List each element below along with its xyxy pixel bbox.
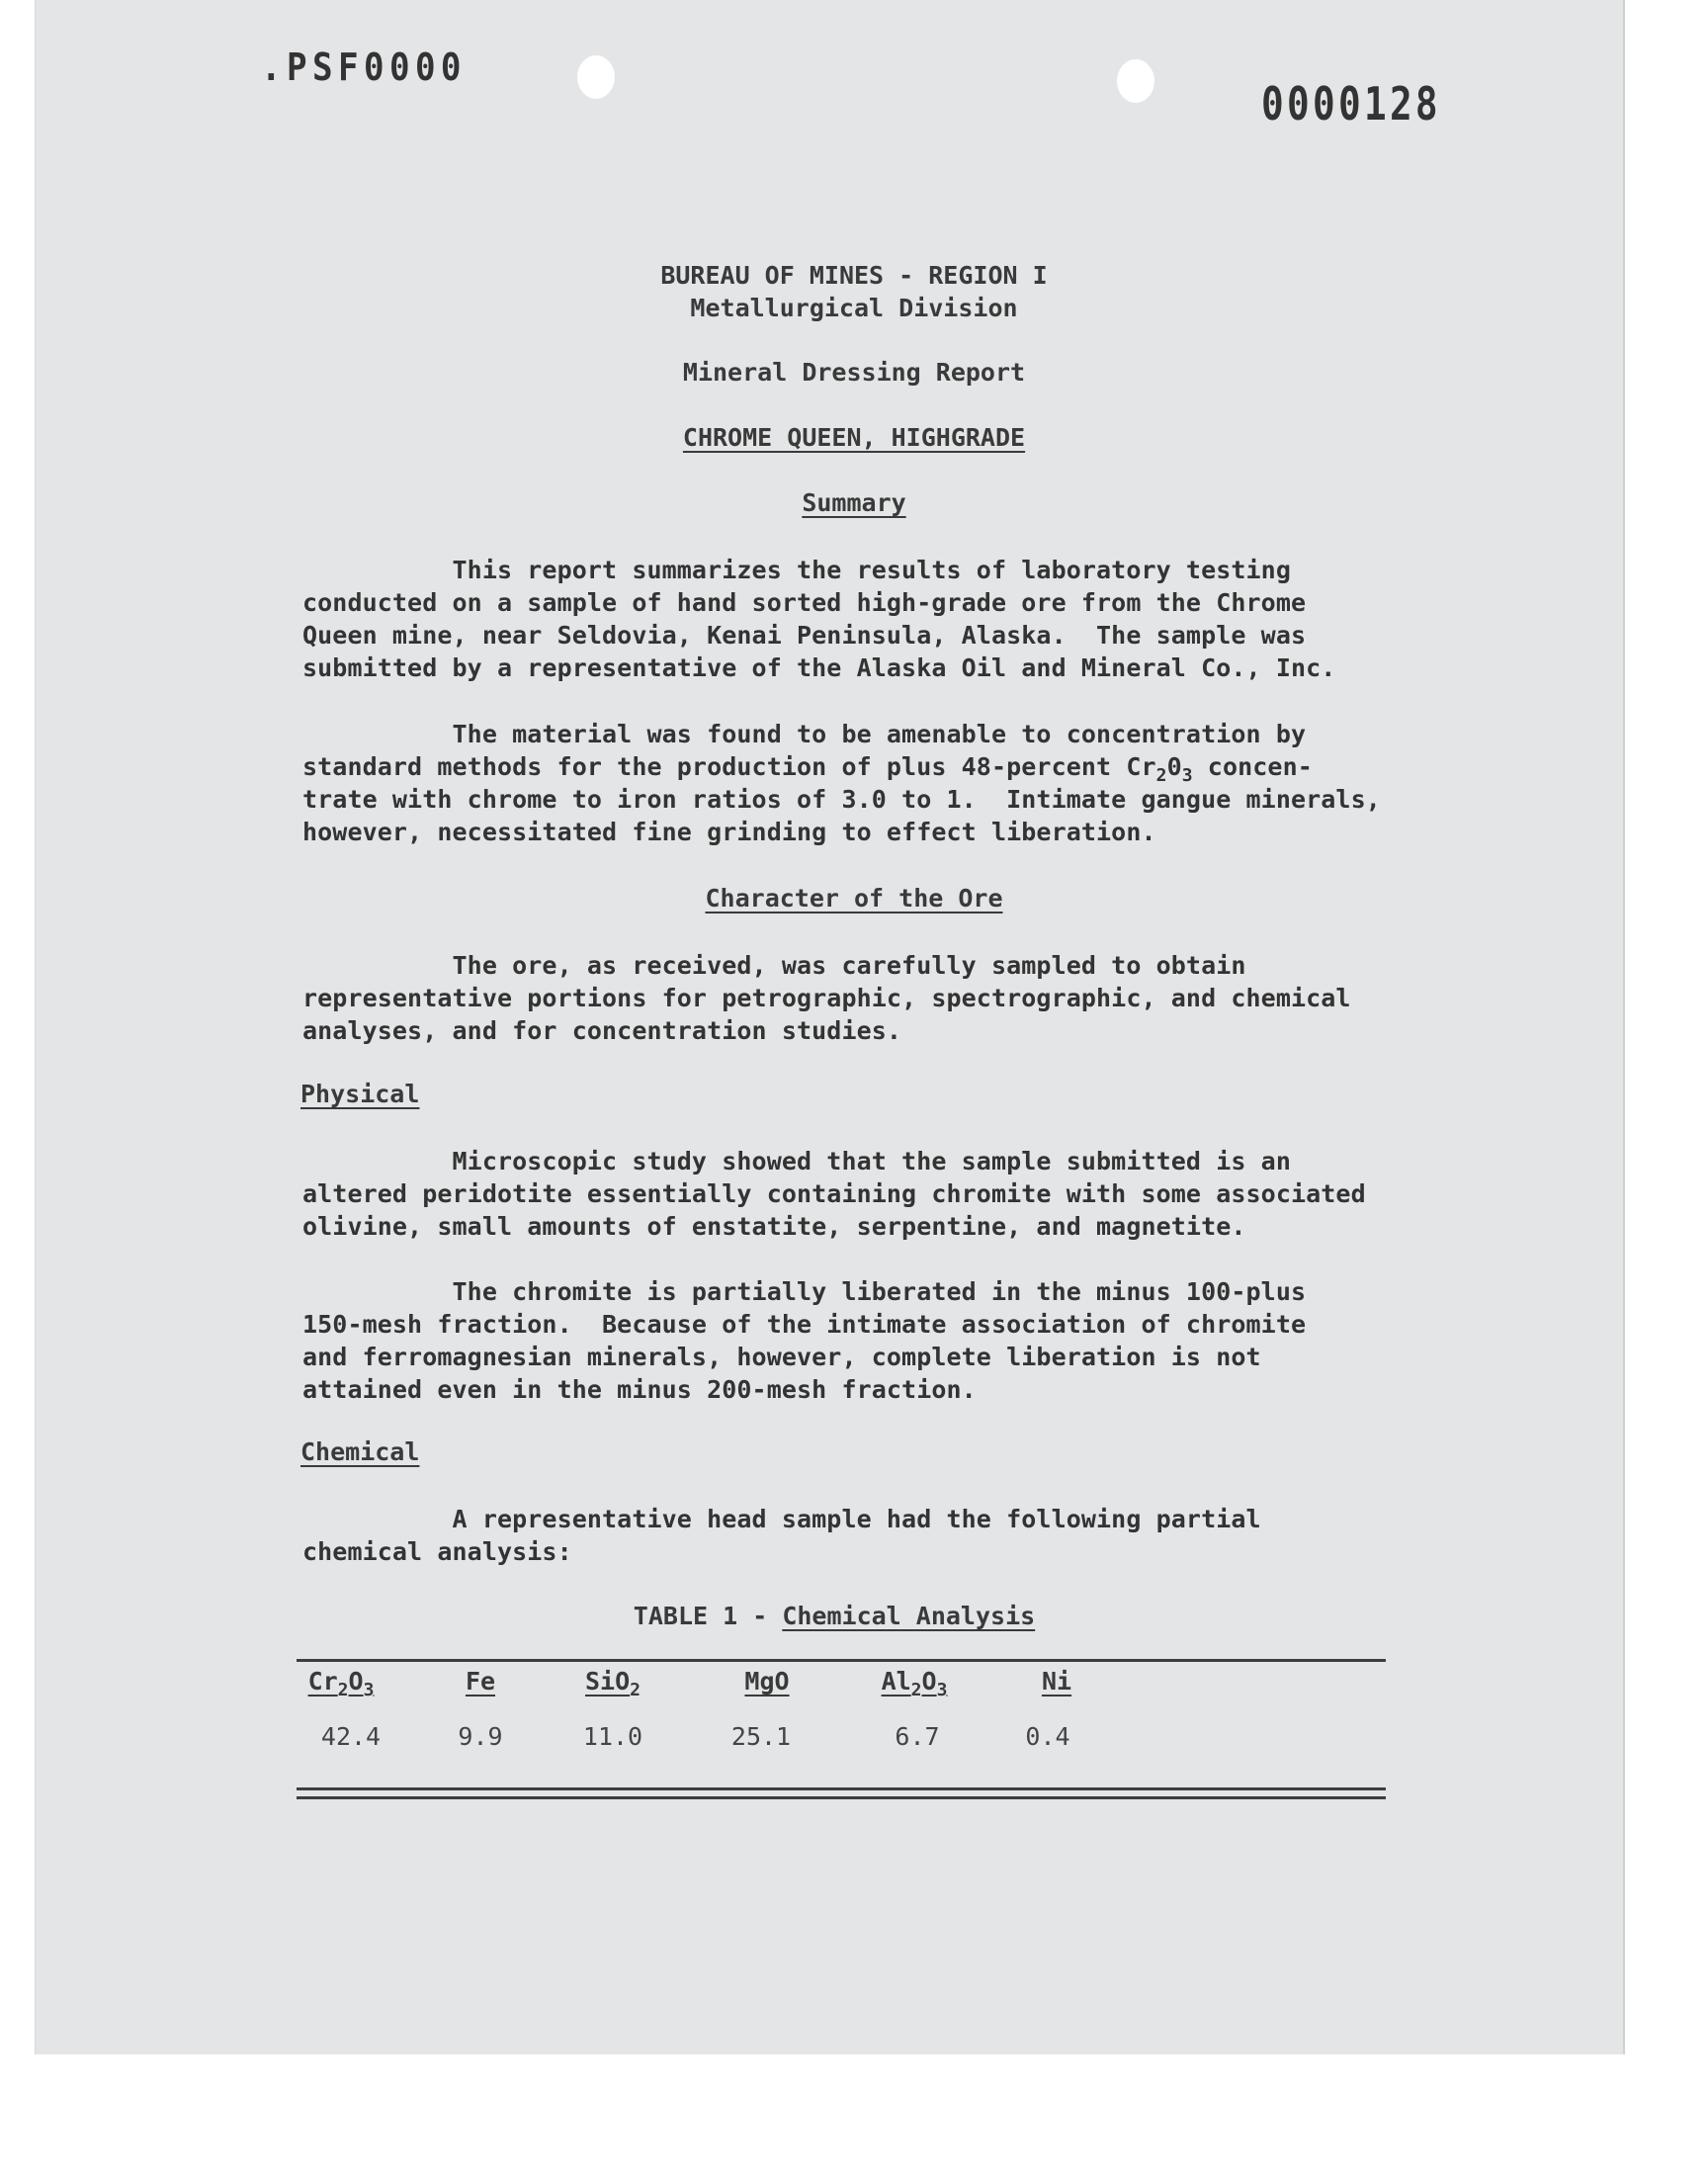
- text-line: however, necessitated fine grinding to effect liberation.: [302, 818, 1156, 846]
- text-segment: 0: [1166, 752, 1182, 781]
- summary-paragraph-2: [302, 718, 1381, 848]
- formula-part: Cr: [307, 1667, 338, 1696]
- table-cell-mgo: 25.1: [730, 1722, 792, 1751]
- subscript: 2: [337, 1680, 349, 1700]
- table-bottom-rule-2: [297, 1796, 1386, 1799]
- summary-heading: [0, 488, 1708, 517]
- chemical-heading: [300, 1437, 419, 1466]
- text-line: conducted on a sample of hand sorted high-grade ore from the Chrome: [302, 588, 1307, 617]
- text-line: Queen mine, near Seldovia, Kenai Peninsula, Alaska. The sample was: [302, 621, 1307, 650]
- text-line: trate with chrome to iron ratios of 3.0 to 1. Intimate gangue minerals,: [302, 785, 1381, 814]
- punch-hole-left: [577, 55, 615, 99]
- subscript: 3: [936, 1680, 948, 1700]
- character-heading-text: Character of the Ore: [705, 884, 1003, 913]
- text-line: analyses, and for concentration studies.: [302, 1016, 902, 1045]
- text-line: chemical analysis:: [302, 1537, 572, 1566]
- physical-paragraph-1: [302, 1145, 1366, 1243]
- column-header-mgo: [718, 1667, 816, 1696]
- text-segment: standard methods for the production of plus 48-percent Cr: [302, 752, 1156, 781]
- formula-part: O: [921, 1667, 937, 1696]
- text-line: attained even in the minus 200-mesh fraction.: [302, 1375, 977, 1404]
- punch-hole-right: [1117, 59, 1154, 103]
- table-cell-ni: 0.4: [1025, 1722, 1070, 1751]
- table-caption: [0, 1602, 1688, 1630]
- subscript: 3: [1181, 765, 1193, 786]
- table-cell-cr2o3: 42.4: [320, 1722, 382, 1751]
- summary-paragraph-1: [302, 554, 1335, 684]
- formula-part: SiO: [585, 1667, 631, 1696]
- physical-heading-text: Physical: [300, 1080, 420, 1108]
- document-code-right: 0000128: [1261, 77, 1441, 130]
- table-cell-al2o3: 6.7: [895, 1722, 940, 1751]
- document-code-left: .PSF0000: [261, 45, 467, 89]
- agency-heading: BUREAU OF MINES - REGION I: [660, 261, 1048, 290]
- report-title: [0, 423, 1708, 452]
- formula-part: Fe: [465, 1667, 496, 1696]
- subscript: 2: [630, 1680, 640, 1700]
- report-title-text: CHROME QUEEN, HIGHGRADE: [682, 423, 1026, 452]
- column-header-sio2: [565, 1667, 660, 1700]
- text-segment: concen-: [1192, 752, 1313, 781]
- formula-part: Ni: [1041, 1667, 1072, 1696]
- text-line: olivine, small amounts of enstatite, serpentine, and magnetite.: [302, 1212, 1246, 1241]
- chemical-paragraph: [302, 1503, 1261, 1568]
- character-heading: [0, 884, 1708, 913]
- column-header-cr2o3: [295, 1667, 387, 1700]
- chemical-heading-text: Chemical: [300, 1437, 420, 1466]
- text-line: 150-mesh fraction. Because of the intimate association of chromite: [302, 1310, 1307, 1339]
- subscript: 3: [363, 1680, 375, 1700]
- division-heading: Metallurgical Division: [690, 294, 1018, 322]
- text-line: The chromite is partially liberated in the minus 100-plus: [302, 1277, 1307, 1306]
- column-header-fe: [441, 1667, 520, 1696]
- text-line: submitted by a representative of the Alaska Oil and Mineral Co., Inc.: [302, 653, 1336, 682]
- text-line: and ferromagnesian minerals, however, complete liberation is not: [302, 1343, 1261, 1371]
- table-top-rule: [297, 1659, 1386, 1662]
- text-line: altered peridotite essentially containing chromite with some associated: [302, 1179, 1366, 1208]
- text-line: The material was found to be amenable to concentration by: [302, 720, 1307, 748]
- formula-part: Al: [881, 1667, 911, 1696]
- text-line: A representative head sample had the following partial: [302, 1505, 1261, 1533]
- table-bottom-rule-1: [297, 1787, 1386, 1790]
- column-header-al2o3: [860, 1667, 969, 1700]
- text-line: representative portions for petrographic, spectrographic, and chemical: [302, 984, 1351, 1012]
- subscript: 2: [910, 1680, 922, 1700]
- text-line-formula: [302, 750, 1381, 786]
- summary-heading-text: Summary: [802, 488, 906, 517]
- physical-heading: [300, 1080, 419, 1108]
- character-paragraph: [302, 949, 1351, 1047]
- table-cell-sio2: 11.0: [582, 1722, 643, 1751]
- subscript: 2: [1155, 765, 1167, 786]
- text-line: Microscopic study showed that the sample submitted is an: [302, 1147, 1291, 1175]
- text-line: This report summarizes the results of laboratory testing: [302, 556, 1291, 584]
- text-line: The ore, as received, was carefully sampled to obtain: [302, 951, 1246, 980]
- table-caption-title: Chemical Analysis: [782, 1602, 1036, 1630]
- report-type-heading: Mineral Dressing Report: [682, 358, 1026, 387]
- formula-part: O: [348, 1667, 364, 1696]
- column-header-ni: [1018, 1667, 1095, 1696]
- table-caption-prefix: TABLE 1 -: [633, 1602, 783, 1630]
- table-cell-fe: 9.9: [458, 1722, 503, 1751]
- physical-paragraph-2: [302, 1275, 1306, 1406]
- formula-part: MgO: [744, 1667, 790, 1696]
